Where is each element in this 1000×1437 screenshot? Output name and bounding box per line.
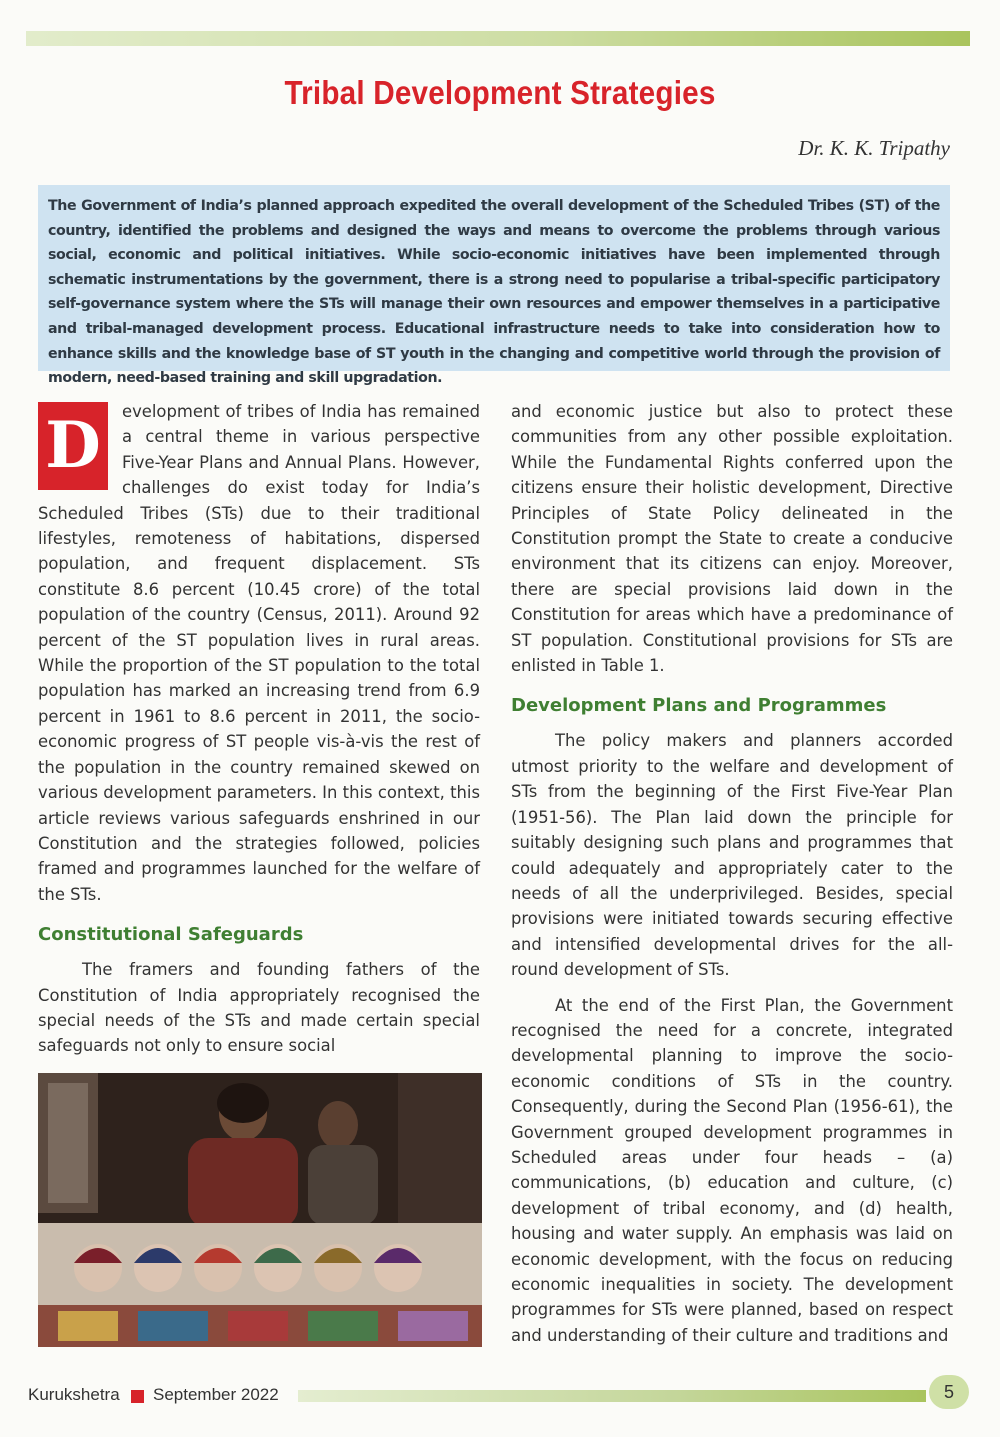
heading-constitutional-safeguards: Constitutional Safeguards bbox=[38, 924, 304, 946]
article-author: Dr. K. K. Tripathy bbox=[798, 136, 950, 160]
footer-date: September 2022 bbox=[153, 1385, 279, 1404]
footer-publication: Kurukshetra bbox=[28, 1385, 120, 1404]
top-decorative-band bbox=[26, 31, 970, 46]
abstract-box bbox=[38, 185, 950, 387]
article-title: Tribal Development Strategies bbox=[284, 74, 716, 111]
safeguards-paragraph: The framers and founding fathers of the Constitution of India appropriately recognised the special needs of the STs and made certain special safeguards not only to ensure social bbox=[38, 960, 480, 1056]
intro-paragraph: evelopment of tribes of India has remained a central theme in various perspective Five-Year Plans and Annual Plans. However, challenges do exist today for India’s Scheduled Tribes (STs) due to their traditional lifestyles, remoteness of habitations, dispersed population, and frequent displacement. STs constitute 8.6 percent (10.45 crore) of the total population of the country (Census, 2011). Around 92 percent of the ST population lives in rural areas. While the proportion of the ST population to the total population has marked an increasing trend from 6.9 percent in 1961 to 8.6 percent in 2011, the socio-economic progress of ST people vis-à-vis the rest of the population in the country remained skewed on various development parameters. In this context, this article reviews various safeguards enshrined in our Constitution and the strategies followed, policies framed and programmes launched for the welfare of the STs. bbox=[38, 402, 480, 904]
footer-red-square bbox=[131, 1390, 144, 1403]
justice-paragraph: and economic justice but also to protect these communities from any other possible exploitation. While the Fundamental Rights conferred upon the citizens ensure their holistic development, Directive Principles of State Policy delineated in the Constitution prompt the State to create a conducive environment that its citizens can enjoy. Moreover, there are special provisions laid down in the Constitution for areas which have a predominance of ST population. Constitutional provisions for STs are enlisted in Table 1. bbox=[511, 402, 953, 676]
article-photo bbox=[38, 1073, 482, 1347]
page-number: 5 bbox=[929, 1375, 969, 1409]
right-column bbox=[511, 399, 953, 1348]
heading-development-plans: Development Plans and Programmes bbox=[511, 695, 887, 717]
drop-cap: D bbox=[38, 402, 108, 490]
footer-decorative-band bbox=[298, 1390, 926, 1402]
second-plan-paragraph: At the end of the First Plan, the Government recognised the need for a concrete, integrated developmental planning to improve the socio-economic conditions of STs in the country. Consequently, during the Second Plan (1956-61), the Government grouped development programmes in Scheduled areas under four heads – (a) communications, (b) education and culture, (c) development of tribal economy, and (d) health, housing and water supply. An emphasis was laid on economic development, with the focus on reducing economic inequalities in society. The development programmes for STs were planned, based on respect and understanding of their culture and traditions and bbox=[511, 995, 953, 1345]
left-column bbox=[38, 399, 480, 1059]
abstract-text: The Government of India’s planned approach expedited the overall development of the Scheduled Tribes (ST) of the country, identified the problems and designed the ways and means to overcome the problems through various social, economic and political initiatives. While socio-economic initiatives have been implemented through schematic instrumentations by the government, there is a strong need to popularise a tribal-specific participatory self-governance system where the STs will manage their own resources and empower themselves in a participative and tribal-managed development process. Educational infrastructure needs to take into consideration how to enhance skills and the knowledge base of ST youth in the changing and competitive world through the provision of modern, need-based training and skill upgradation. bbox=[48, 198, 940, 387]
first-plan-paragraph: The policy makers and planners accorded utmost priority to the welfare and development of STs from the beginning of the First Five-Year Plan (1951-56). The Plan laid down the principle for suitably designing such plans and programmes that could adequately and appropriately cater to the needs of all the underprivileged. Besides, special provisions were initiated towards securing effective and intensified developmental drives for the all-round development of STs. bbox=[511, 731, 953, 980]
